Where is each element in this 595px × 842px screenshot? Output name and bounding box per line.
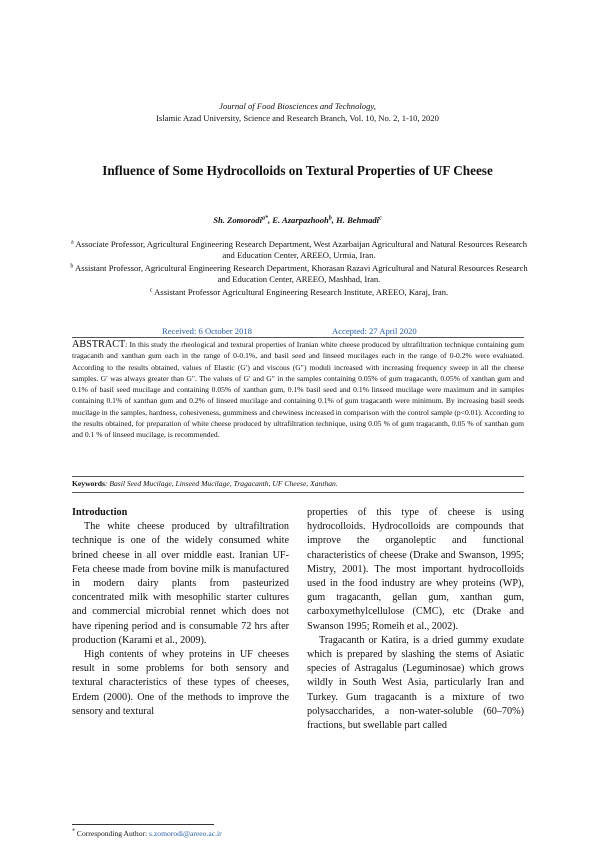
abstract-label: ABSTRACT — [72, 339, 126, 350]
paper-title: Influence of Some Hydrocolloids on Textural Properties of UF Cheese — [102, 163, 493, 178]
abstract — [72, 339, 524, 441]
abstract-top-rule — [72, 337, 524, 338]
footnote-marker: * — [72, 828, 75, 835]
body-column-left — [72, 506, 289, 719]
received-date: Received: 6 October 2018 — [162, 326, 252, 336]
affiliation-a — [68, 239, 530, 261]
affiliation-a-text: Associate Professor, Agricultural Engineering Research Department, West Azarbaijan Agricultural and Natural Resources Research and Education Center, AREEO, Urmia, Iran. — [75, 239, 528, 260]
author-1-affil-mark: a* — [261, 215, 268, 222]
author-list: Sh. Zomorodi$^{a*}$, E. Azarpazhooh$^b$, H. Behmadi$^c$ — [213, 215, 382, 225]
accepted-date: Accepted: 27 April 2020 — [332, 326, 417, 336]
affiliation-c-mark: c — [149, 287, 153, 294]
author-3: H. Behmadi — [336, 215, 380, 225]
affiliation-a-mark: a — [70, 239, 74, 246]
footnote — [72, 829, 289, 838]
intro-paragraph-2: High contents of whey proteins in UF cheeses result in some problems for both sensory and textural characteristics of these types of cheeses, Erdem (2000). One of the methods to improve the sensory and textural — [72, 649, 289, 717]
intro-paragraph-4: Tragacanth or Katira, is a dried gummy exudate which is prepared by slashing the stems of Asiatic species of Astragalus (Leguminosae) which grows wildly in South West Asia, particularly Iran and Turkey. Gum tragacanth is a mixture of two polysaccharides, a non-water-soluble (60–70%) fractions, but swellable part called — [307, 634, 524, 732]
intro-paragraph-1: The white cheese produced by ultrafiltration technique is one of the widely consumed white brined cheese in all over middle east. Iranian UF-Feta cheese made from bovine milk is manufactured in modern dairy plants from pasteurized concentrated milk with mesophilic starter cultures and commercial microbial rennet which does not have ripening period and is consumable 72 hrs after production (Karami et al., 2009). — [72, 521, 289, 646]
abstract-text: : In this study the rheological and textural properties of Iranian white cheese produced by ultrafiltration technique containing gum tragacanth and xanthan gum each in the range of 0-0.1%, and basil seed and linseed mucilages each in the range of 0-0.2% were evaluated. According to the results obtained, values of Elastic (G′) and viscous (G″) moduli increased with increasing frequency sweep in all the cheese samples. G′ was always greater than G″. The values of G′ and G″ in the samples containing 0.05% of gum tragacanth, 0.05% of xanthan gum and 0.1% of basil seed mucilage and containing 0.05% of xanthan gum, 0.1% basil seed and 0.1% linseed mucilage were maximum and in samples containing 0.1% of xanthan gum and 0.2% of linseed mucilage and containing 0.1% of gum tragacanth were minimum. By increasing basil seeds mucilage in the samples, hardness, cohesiveness, gumminess and chewiness increased in comparison with the control sample (p<0.01). According to the results obtained, for preparation of white cheese produced by ultrafiltration technique, using 0.05 % of gum tragacanth, 0.05 % of xanthan gum and 0.1 % of linseed mucilage, is recommended. — [72, 340, 524, 440]
affiliation-b-text: Assistant Professor, Agricultural Engineering Research Department, Khorasan Razavi Agricultural and Natural Resources Research and Education Center, AREEO, Mashhad, Iran. — [75, 263, 528, 284]
author-2-affil-mark: b — [328, 215, 332, 222]
affiliation-b — [68, 263, 530, 285]
author-2: E. Azarpazhooh — [272, 215, 329, 225]
corresponding-email-link[interactable]: s.zomorodi@areeo.ac.ir — [149, 829, 222, 838]
journal-issue-info: Islamic Azad University, Science and Research Branch, Vol. 10, No. 2, 1-10, 2020 — [156, 113, 439, 123]
author-3-affil-mark: c — [379, 215, 382, 222]
footnote-rule — [72, 824, 214, 825]
intro-paragraph-3: properties of this type of cheese is using hydrocolloids. Hydrocolloids are compounds that improve the organoleptic and functional characteristics of cheese (Drake and Swanson, 1995; Mistry, 2001). The most important hydrocolloids used in the food industry are whey proteins (WP), gum tragacanth, gellan gum, xanthan gum, carboxymethylcellulose (CMC), etc (Drake and Swanson 1995; Romeih et al., 2002). — [307, 507, 524, 632]
affiliation-b-mark: b — [70, 263, 74, 270]
keywords-bottom-rule — [72, 492, 524, 493]
author-1: Sh. Zomorodi — [213, 215, 262, 225]
body-column-right — [307, 506, 524, 733]
journal-name: Journal of Food Biosciences and Technology, — [219, 101, 376, 111]
keywords-text: : Basil Seed Mucilage, Linseed Mucilage, Tragacanth, UF Cheese, Xanthan. — [104, 479, 338, 488]
affiliation-c — [68, 287, 530, 298]
footnote-label: Corresponding Author: — [75, 829, 150, 838]
keywords — [72, 479, 524, 489]
keywords-label: Keywords — [72, 479, 105, 488]
affiliation-c-text: Assistant Professor Agricultural Engineering Research Institute, AREEO, Karaj, Iran. — [154, 287, 449, 297]
abstract-bottom-rule — [72, 476, 524, 477]
section-heading-introduction: Introduction — [72, 507, 128, 518]
